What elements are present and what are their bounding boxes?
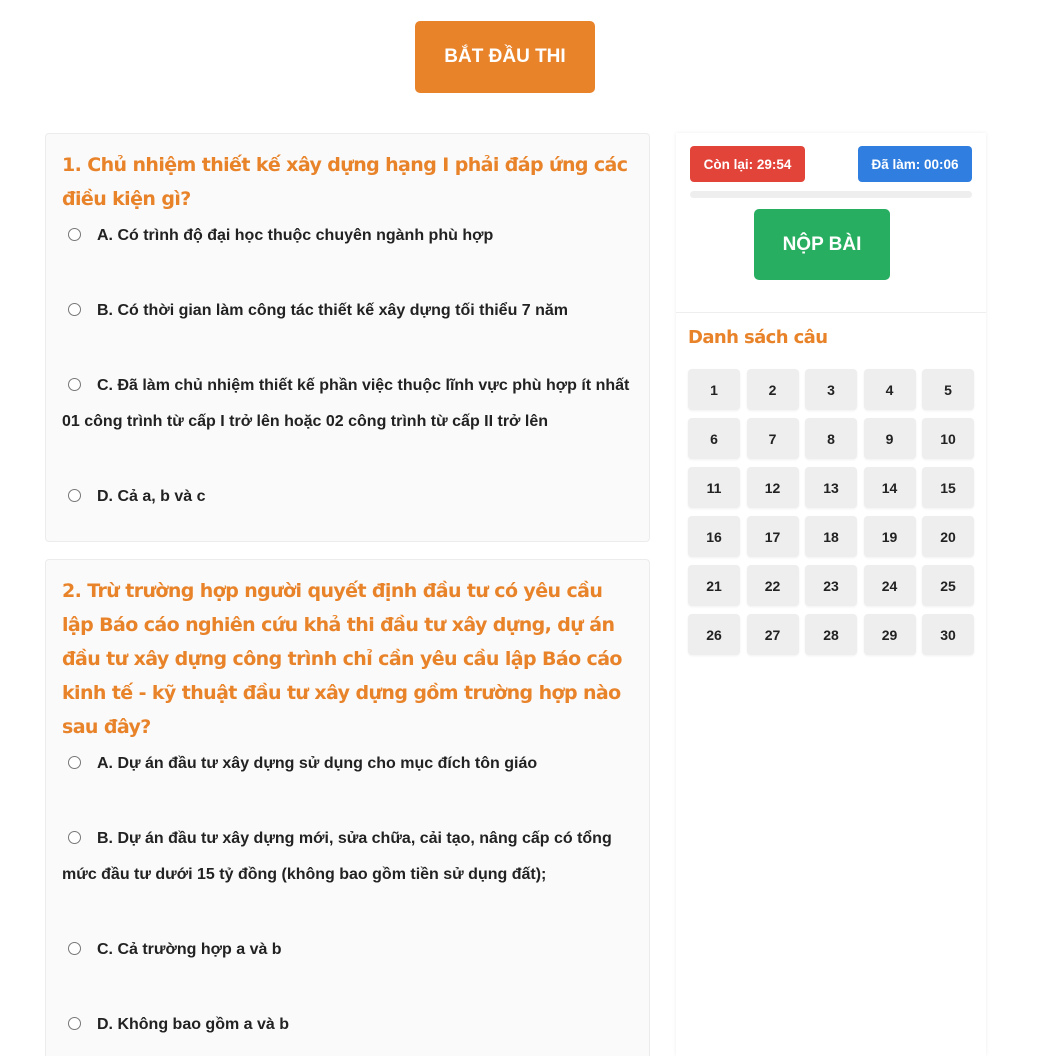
question-number-button[interactable]: 28 [805,614,857,655]
option-label: A. Dự án đầu tư xây dựng sử dụng cho mục đích tôn giáo [97,755,538,772]
option-d[interactable] [62,479,633,515]
question-card-2 [45,559,650,1056]
question-number-button[interactable]: 11 [688,467,740,508]
radio-button[interactable] [68,831,81,844]
question-number-button[interactable]: 16 [688,516,740,557]
question-number-button[interactable]: 17 [747,516,799,557]
question-title: 1. Chủ nhiệm thiết kế xây dựng hạng I phải đáp ứng các điều kiện gì? [62,154,628,210]
question-number-button[interactable]: 3 [805,369,857,410]
radio-button[interactable] [68,489,81,502]
option-b[interactable] [62,821,633,893]
radio-button[interactable] [68,1017,81,1030]
question-number-button[interactable]: 10 [922,418,974,459]
radio-button[interactable] [68,228,81,241]
option-c[interactable] [62,932,633,968]
question-number-button[interactable]: 8 [805,418,857,459]
divider [676,312,986,313]
question-number-button[interactable]: 9 [864,418,916,459]
question-number-button[interactable]: 27 [747,614,799,655]
question-number-grid [688,369,978,655]
option-label: C. Đã làm chủ nhiệm thiết kế phần việc thuộc lĩnh vực phù hợp ít nhất 01 công trình từ cấp I trở lên hoặc 02 công trình từ cấp II trở lên [62,377,630,430]
question-number-button[interactable]: 24 [864,565,916,606]
radio-button[interactable] [68,942,81,955]
question-title: 2. Trừ trường hợp người quyết định đầu tư có yêu cầu lập Báo cáo nghiên cứu khả thi đầu tư xây dựng, dự án đầu tư xây dựng công trình chỉ cần yêu cầu lập Báo cáo kinh tế - kỹ thuật đầu tư xây dựng gồm trường hợp nào sau đây? [62,580,622,738]
option-a[interactable] [62,746,633,782]
option-list [62,218,633,515]
question-number-button[interactable]: 19 [864,516,916,557]
radio-button[interactable] [68,378,81,391]
question-number-button[interactable]: 21 [688,565,740,606]
option-label: A. Có trình độ đại học thuộc chuyên ngành phù hợp [97,227,494,244]
question-list [45,133,650,1056]
option-a[interactable] [62,218,633,254]
option-label: D. Không bao gồm a và b [97,1016,290,1033]
radio-button[interactable] [68,303,81,316]
option-label: B. Có thời gian làm công tác thiết kế xây dựng tối thiểu 7 năm [97,302,569,319]
question-number-button[interactable]: 25 [922,565,974,606]
question-list-title: Danh sách câu [688,327,828,348]
question-number-button[interactable]: 18 [805,516,857,557]
option-list [62,746,633,1043]
question-number-button[interactable]: 29 [864,614,916,655]
submit-button[interactable]: NỘP BÀI [754,209,890,280]
question-number-button[interactable]: 12 [747,467,799,508]
option-label: D. Cả a, b và c [97,488,206,505]
question-number-button[interactable]: 20 [922,516,974,557]
radio-button[interactable] [68,756,81,769]
elapsed-time-badge: Đã làm: 00:06 [858,146,972,182]
question-number-button[interactable]: 15 [922,467,974,508]
question-number-button[interactable]: 13 [805,467,857,508]
progress-bar [690,191,972,198]
option-label: B. Dự án đầu tư xây dựng mới, sửa chữa, cải tạo, nâng cấp có tổng mức đầu tư dưới 15 tỷ đồng (không bao gồm tiền sử dụng đất); [62,830,612,883]
question-number-button[interactable]: 22 [747,565,799,606]
question-number-button[interactable]: 23 [805,565,857,606]
question-number-button[interactable]: 7 [747,418,799,459]
remaining-time-badge: Còn lại: 29:54 [690,146,805,182]
exam-sidebar [676,133,986,1056]
question-number-button[interactable]: 5 [922,369,974,410]
question-number-button[interactable]: 2 [747,369,799,410]
question-number-button[interactable]: 14 [864,467,916,508]
question-number-button[interactable]: 1 [688,369,740,410]
option-label: C. Cả trường hợp a và b [97,941,282,958]
start-exam-button[interactable]: BẮT ĐẦU THI [415,21,595,93]
question-number-button[interactable]: 30 [922,614,974,655]
question-number-button[interactable]: 6 [688,418,740,459]
option-d[interactable] [62,1007,633,1043]
question-number-button[interactable]: 4 [864,369,916,410]
option-c[interactable] [62,368,633,440]
question-card-1 [45,133,650,542]
option-b[interactable] [62,293,633,329]
question-number-button[interactable]: 26 [688,614,740,655]
